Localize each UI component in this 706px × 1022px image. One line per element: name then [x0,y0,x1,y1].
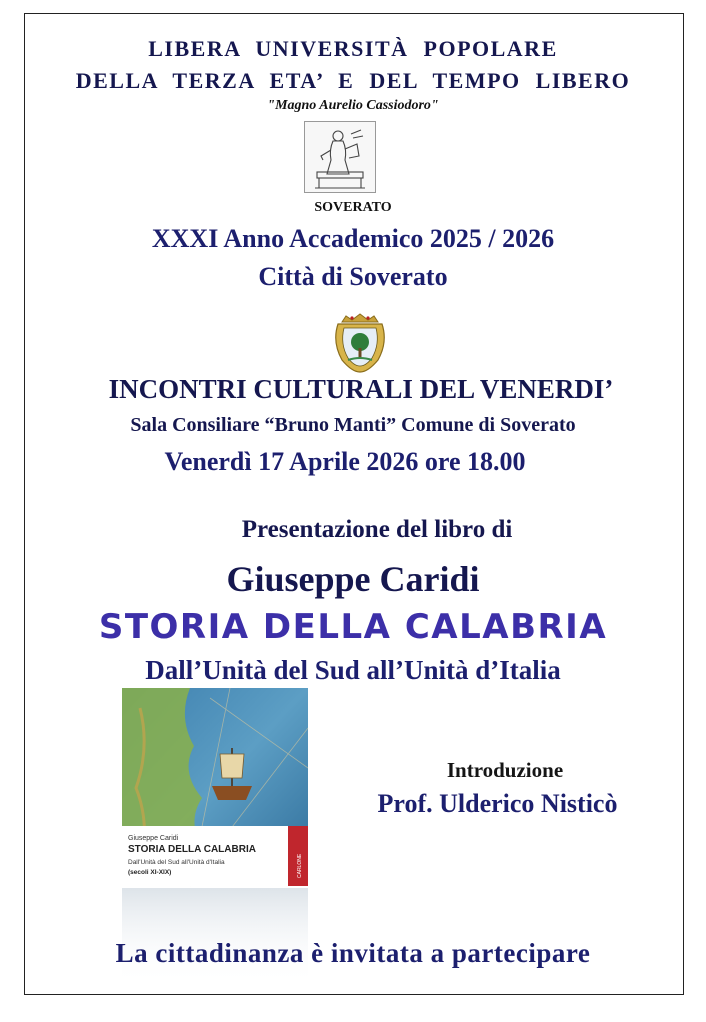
book-subtitle: Dall’Unità del Sud all’Unità d’Italia [145,655,561,685]
cover-author: Giuseppe Caridi [128,835,179,842]
cover-subtitle: Dall'Unità del Sud all'Unità d'Italia [128,859,225,866]
speaker-name: Prof. Ulderico Nisticò [377,789,618,818]
introduction-label: Introduzione [446,758,564,782]
city-name: Città di Soverato [258,262,448,291]
academic-year: XXXI Anno Accademico 2025 / 2026 [151,224,555,253]
university-name-line2: DELLA TERZA ETA’ E DEL TEMPO LIBERO [75,68,631,93]
event-series-title: INCONTRI CULTURALI DEL VENERDI’ [108,374,614,404]
soverato-coat-of-arms-icon [330,312,390,374]
cover-period: (secoli XI-XIX) [128,869,172,876]
university-subtitle: "Magno Aurelio Cassiodoro" [267,98,439,113]
event-date: Venerdì 17 Aprile 2026 ore 18.00 [164,447,526,476]
book-title: STORIA DELLA CALABRIA [98,607,608,647]
place-caption: SOVERATO [314,200,392,215]
university-name-line1: LIBERA UNIVERSITÀ POPOLARE [148,36,558,61]
event-venue: Sala Consiliare “Bruno Manti” Comune di Soverato [130,414,576,436]
cover-title: STORIA DELLA CALABRIA [128,844,256,855]
author-name: Giuseppe Caridi [226,559,480,599]
presentation-intro: Presentazione del libro di [241,516,513,543]
cover-publisher: CARLONE [297,853,303,878]
invitation-line: La cittadinanza è invitata a partecipare [115,938,591,968]
cassiodoro-seated-figure-icon [304,121,376,193]
